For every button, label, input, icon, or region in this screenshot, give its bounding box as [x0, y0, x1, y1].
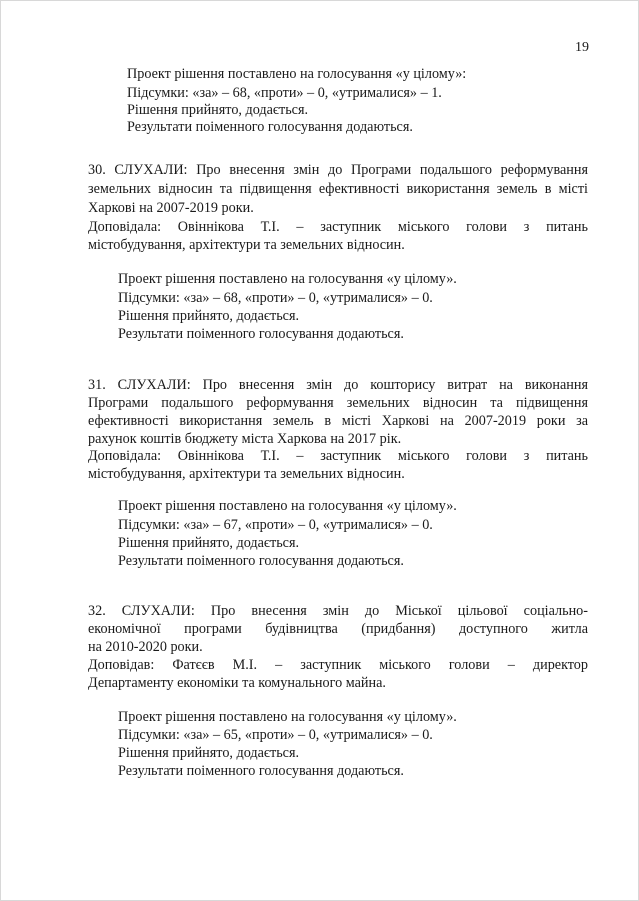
item32-heading-line: економічної програми будівництва (придбання) доступного житла — [88, 621, 588, 637]
item32-vote-result: Підсумки: «за» – 65, «проти» – 0, «утрималися» – 0. — [118, 727, 433, 743]
item31-heading-line: рахунок коштів бюджету міста Харкова на 2017 рік. — [88, 431, 402, 447]
item30-speaker-role: містобудування, архітектури та земельних відносин. — [88, 237, 405, 253]
item31-heading-line: Програми подальшого реформування земельних відносин та підвищення — [88, 395, 588, 411]
item31-heading-line: 31. СЛУХАЛИ: Про внесення змін до кошторису витрат на виконання — [88, 377, 588, 393]
item30-vote-result: Підсумки: «за» – 68, «проти» – 0, «утрималися» – 0. — [118, 290, 433, 306]
intro-results-note: Результати поіменного голосування додаються. — [127, 119, 413, 135]
item32-speaker-role: Департаменту економіки та комунального майна. — [88, 675, 386, 691]
item31-heading-line: ефективності використання земель в місті Харкові на 2007-2019 роки за — [88, 413, 588, 429]
item30-heading-line: 30. СЛУХАЛИ: Про внесення змін до Програми подальшого реформування — [88, 162, 588, 178]
item31-vote-line: Проект рішення поставлено на голосування «у цілому». — [118, 498, 457, 514]
item31-decision: Рішення прийнято, додається. — [118, 535, 300, 551]
item30-speaker: Доповідала: Овіннікова Т.І. – заступник міського голови з питань — [88, 219, 588, 235]
intro-decision: Рішення прийнято, додається. — [127, 102, 309, 118]
item30-decision: Рішення прийнято, додається. — [118, 308, 300, 324]
item30-results-note: Результати поіменного голосування додаються. — [118, 326, 404, 342]
intro-vote-line: Проект рішення поставлено на голосування «у цілому»: — [127, 66, 467, 82]
item31-vote-result: Підсумки: «за» – 67, «проти» – 0, «утрималися» – 0. — [118, 517, 433, 533]
item31-results-note: Результати поіменного голосування додаються. — [118, 553, 404, 569]
item31-speaker: Доповідала: Овіннікова Т.І. – заступник міського голови з питань — [88, 448, 588, 464]
item32-heading-line: 32. СЛУХАЛИ: Про внесення змін до Міської цільової соціально- — [88, 603, 588, 619]
item30-vote-line: Проект рішення поставлено на голосування «у цілому». — [118, 271, 457, 287]
item32-decision: Рішення прийнято, додається. — [118, 745, 300, 761]
item30-heading-line: земельних відносин та підвищення ефективності використання земель в місті — [88, 181, 588, 197]
item32-speaker: Доповідав: Фатєєв М.І. – заступник міського голови – директор — [88, 657, 588, 673]
item32-results-note: Результати поіменного голосування додаються. — [118, 763, 404, 779]
page-number: 19 — [575, 40, 589, 55]
item30-heading-line: Харкові на 2007-2019 роки. — [88, 200, 254, 216]
item31-speaker-role: містобудування, архітектури та земельних відносин. — [88, 466, 405, 482]
item32-vote-line: Проект рішення поставлено на голосування «у цілому». — [118, 709, 457, 725]
item32-heading-line: на 2010-2020 роки. — [88, 639, 203, 655]
intro-vote-result: Підсумки: «за» – 68, «проти» – 0, «утрималися» – 1. — [127, 85, 442, 101]
